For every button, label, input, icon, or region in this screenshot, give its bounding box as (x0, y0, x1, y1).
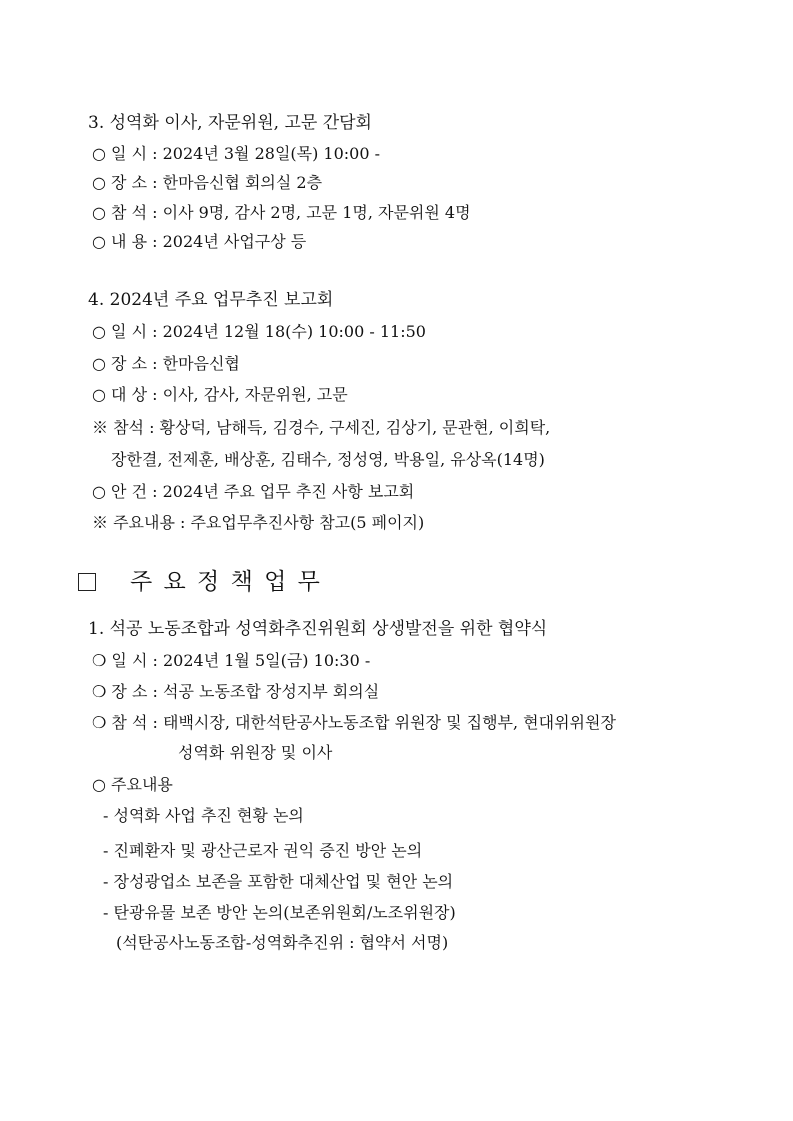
policy-heading-text: 주 요 정 책 업 무 (130, 569, 322, 595)
section-4-target: ○ 대 상 : 이사, 감사, 자문위원, 고문 (92, 385, 348, 404)
policy-1-note: (석탄공사노동조합-성역화추진위 : 협약서 서명) (116, 933, 449, 952)
policy-1-bullet-4: - 탄광유물 보존 방안 논의(보존위원회/노조위원장) (103, 903, 456, 922)
section-3-date: ○ 일 시 : 2024년 3월 28일(목) 10:00 - (92, 144, 381, 163)
policy-1-bullet-1: - 성역화 사업 추진 현황 논의 (103, 806, 304, 825)
policy-1-main-content-label: ○ 주요내용 (92, 775, 173, 794)
section-3-title: 3. 성역화 이사, 자문위원, 고문 간담회 (88, 113, 372, 133)
section-3-place: ○ 장 소 : 한마음신협 회의실 2층 (92, 173, 323, 192)
policy-1-date: ❍ 일 시 : 2024년 1월 5일(금) 10:30 - (92, 651, 371, 670)
policy-heading (78, 569, 322, 595)
section-4-attendees: ※ 참석 : 황상덕, 남해득, 김경수, 구세진, 김상기, 문관현, 이희탁, (92, 418, 551, 437)
policy-1-bullet-3: - 장성광업소 보존을 포함한 대체산업 및 현안 논의 (103, 872, 454, 891)
section-3-content: ○ 내 용 : 2024년 사업구상 등 (92, 232, 307, 251)
section-4-attendees-cont: 장한결, 전제훈, 배상훈, 김태수, 정성영, 박용일, 유상옥(14명) (111, 450, 545, 469)
section-4-agenda: ○ 안 건 : 2024년 주요 업무 추진 사항 보고회 (92, 482, 415, 501)
policy-1-attendees-cont: 성역화 위원장 및 이사 (178, 743, 333, 762)
section-4-main-content: ※ 주요내용 : 주요업무추진사항 참고(5 페이지) (92, 513, 425, 532)
section-4-date: ○ 일 시 : 2024년 12월 18(수) 10:00 - 11:50 (92, 322, 426, 341)
policy-subsection-1-title: 1. 석공 노동조합과 성역화추진위원회 상생발전을 위한 협약식 (88, 619, 548, 639)
section-4-title: 4. 2024년 주요 업무추진 보고회 (88, 290, 334, 310)
section-3-attendees: ○ 참 석 : 이사 9명, 감사 2명, 고문 1명, 자문위원 4명 (92, 203, 471, 222)
policy-1-attendees: ❍ 참 석 : 태백시장, 대한석탄공사노동조합 위원장 및 집행부, 현대위위원장 (92, 713, 616, 732)
section-4-place: ○ 장 소 : 한마음신협 (92, 354, 240, 373)
policy-1-bullet-2: - 진폐환자 및 광산근로자 권익 증진 방안 논의 (103, 841, 423, 860)
checkbox-square-icon (78, 573, 96, 591)
policy-1-place: ❍ 장 소 : 석공 노동조합 장성지부 회의실 (92, 682, 380, 701)
